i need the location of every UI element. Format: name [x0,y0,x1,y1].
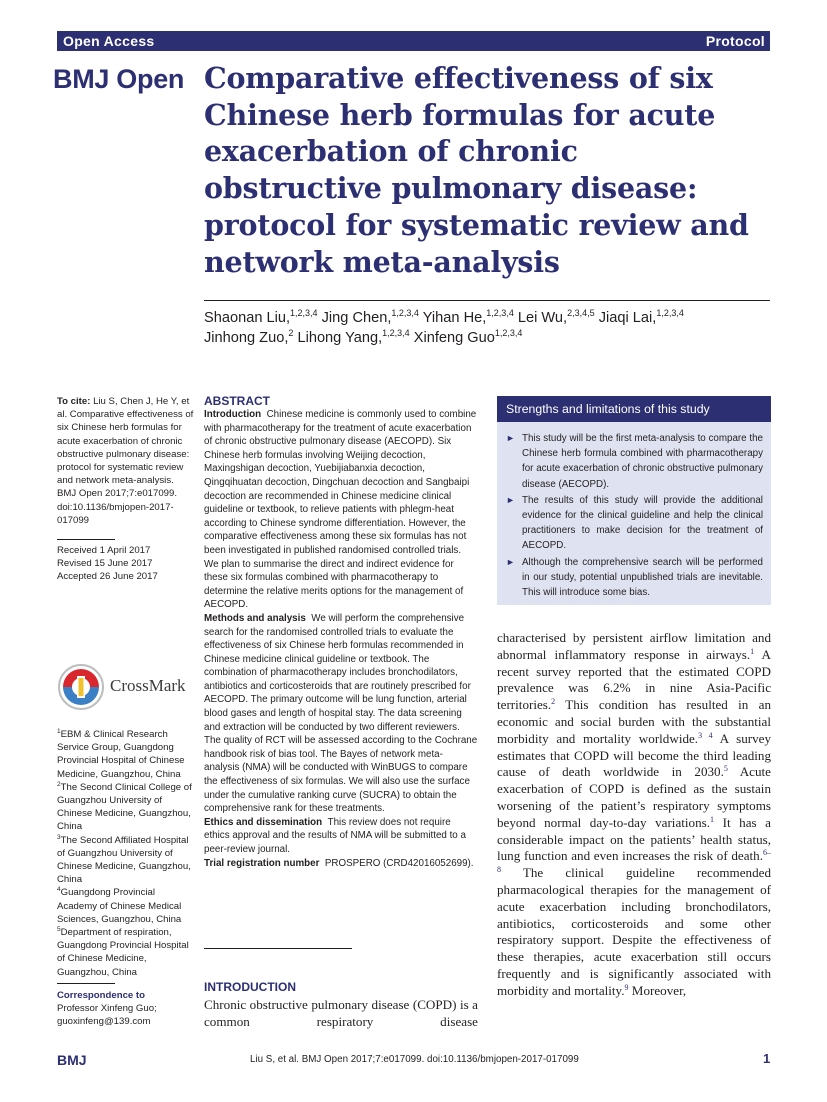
list-item: ► This study will be the first meta-analysis to compare the Chinese herb formula combined with pharmacotherapy for acute exacerbation of chronic obstructive pulmonary disease (AECOPD). [506,433,763,490]
footer-citation: Liu S, et al. BMJ Open 2017;7:e017099. doi:10.1136/bmjopen-2017-017099 [250,1054,579,1065]
crossmark-badge[interactable] [57,662,197,712]
author[interactable]: Jiaqi Lai,$^{1,2,3,4}$ [598,308,684,326]
strengths-list [505,431,763,601]
accepted-date: Accepted 26 June 2017 [57,571,158,583]
author[interactable]: Xinfeng Guo$^{1,2,3,4}$ [413,328,523,346]
reference-link[interactable]: 1 [710,814,714,824]
correspondence-block [57,989,195,1029]
abstract-trial-registration: Trial registration number PROSPERO (CRD42016052699). [204,857,474,869]
author[interactable]: Lihong Yang,$^{1,2,3,4}$ [297,328,410,346]
cite-label: To cite: [57,396,91,407]
title-divider [204,300,770,301]
sidebar-divider [57,539,115,540]
abstract [204,394,478,870]
article-title: Comparative effectiveness of six Chinese herb formulas for acute exacerbation of chronic obstructive pulmonary disease: protocol for systematic review and network meta-analysis [204,61,749,279]
correspondence-label: Correspondence to [57,990,145,1001]
crossmark-label: CrossMark [110,676,186,695]
affiliation-item: $^2$The Second Clinical College of Guangzhou University of Chinese Medicine, Guangzhou, China [57,780,192,833]
affiliation-item: $^3$The Second Affiliated Hospital of Guangzhou University of Chinese Medicine, Guangzhou, China [57,833,191,886]
abstract-divider [204,948,352,949]
triangle-bullet-icon: ► [506,433,515,443]
strengths-limitations-box [497,396,771,605]
author[interactable]: Jing Chen,$^{1,2,3,4}$ [321,308,419,326]
author[interactable]: Yihan He,$^{1,2,3,4}$ [422,308,514,326]
author[interactable]: Lei Wu,$^{2,3,4,5}$ [517,308,595,326]
journal-logo[interactable]: BMJ Open [53,64,185,94]
sidebar-divider [57,983,115,984]
affiliation-item: $^5$Department of respiration, Guangdong Provincial Hospital of Chinese Medicine, Guangzhou, China [57,926,189,978]
author[interactable]: Shaonan Liu,$^{1,2,3,4}$ [204,308,318,326]
header-bar [57,31,770,51]
abstract-ethics: Ethics and dissemination This review does not require ethics approval and the results of NMA will be submitted to a peer-review journal. [204,816,466,855]
dates-block [57,544,195,584]
correspondence-email[interactable]: guoxinfeng@139.com [57,1016,151,1028]
abstract-methods: Methods and analysis We will perform the comprehensive search for the randomised controlled trials to evaluate the effectiveness of six Chinese herb formulas recommended in Chinese medicine clinical guideline or textbook. The combination of pharmacotherapy includes bronchodilators, antibiotics and corticosteroids that are routinely prescribed for AECOPD. The primary outcome will be lung function, arterial blood gases and length of hospital stay. The data screening and extraction will be conducted by two different reviewers. The quality of RCT will be assessed according to the Cochrane handbook risk of bias tool. The Bayes of network meta-analysis (NMA) will be conducted with WinBUGS to compare the effectiveness of six formulas. We will also use the surface under the cumulative ranking curve (SUCRA) to obtain the comprehensive rank for these treatments. [204,612,478,815]
cite-text: Liu S, Chen J, He Y, et al. Comparative effectiveness of six Chinese herb formulas for acute exacerbation of chronic obstructive pulmonary disease: protocol for systematic review and network meta-analysis. BMJ Open 2017;7:e017099. doi:10.1136/bmjopen-2017-017099 [57,396,194,526]
abstract-heading: ABSTRACT [204,394,270,408]
affiliations-block [57,728,195,979]
reference-link[interactable]: 5 [723,764,728,774]
page-number: 1 [763,1051,771,1066]
author-list [204,308,770,348]
author[interactable]: Jinhong Zuo,$^2$ [204,328,294,346]
reference-link[interactable]: 6–8 [497,848,771,875]
affiliation-item: $^1$EBM & Clinical Research Service Group, Guangdong Provincial Hospital of Chinese Medicine, Guangzhou, China [57,728,185,780]
introduction-heading: INTRODUCTION [204,980,296,994]
triangle-bullet-icon: ► [506,556,515,567]
body-text-right-column: characterised by persistent airflow limitation and abnormal inflammatory response in airways.$^1$ A recent survey reported that the estimated COPD prevalence was 6.2% in nine Asia-Pacific territories.$^2$ This condition has resulted in an economic and social burden with the substantial morbidity and mortality worldwide.$^{3 4}$ A survey estimates that COPD will become the third leading cause of death worldwide in 2030.$^5$ Acute exacerbation of COPD is defined as the sustain worsening of the patient’s respiratory symptoms beyond normal day-to-day variations.$^1$ It has a considerable impact on the patients’ health status, lung function and even increases the risk of death.$^{6-8}$ The clinical guideline recommended pharmacological therapies for the management of acute exacerbation including bronchodilators, antibiotics, corticosteroids and some other respiratory support. Despite the effectiveness of these therapies, acute exacerbation still occurs frequently and is significantly associated with morbidity and mortality.$^9$ Moreover, [497,630,772,998]
strengths-heading: Strengths and limitations of this study [497,396,771,422]
reference-link[interactable]: 1 [750,646,755,656]
affiliation-item: $^4$Guangdong Provincial Academy of Chinese Medical Sciences, Guangzhou, China [57,886,182,925]
open-access-label: Open Access [63,33,155,49]
citation-block [57,395,195,527]
reference-link[interactable]: 2 [551,697,556,707]
list-item: ► Although the comprehensive search will be performed in our study, potential unpublished trials are inevitable. This will introduce some bias. [506,556,763,599]
reference-link[interactable]: 9 [624,982,629,992]
received-date: Received 1 April 2017 [57,545,151,556]
bmj-footer-logo[interactable]: BMJ [57,1052,87,1068]
reference-link[interactable]: 3 4 [698,730,713,740]
introduction-text: Chronic obstructive pulmonary disease (COPD) is a common respiratory disease [204,997,478,1029]
list-item: ► The results of this study will provide the additional evidence for the clinical guideline and help the clinical practitioners to make decision for the treatment of AECOPD. [506,494,763,552]
revised-date: Revised 15 June 2017 [57,558,153,570]
article-type-label: Protocol [705,33,765,49]
abstract-introduction: Introduction Chinese medicine is commonly used to combine with pharmacotherapy for the treatment of acute exacerbation of chronic obstructive pulmonary disease (AECOPD). Six Chinese herb formulas involving Weijing decoction, Maxingshigan decoction, Yuebijiabanxia decoction, Qingqihuatan decoction, Dingchuan decoction and Sangbaipi decoction are recommended in Chinese medicine clinical guideline or textbook, to relieve patients with phlegm-heat according to Chinese syndrome differentiation. However, the comparative effectiveness among these six formulas has not been investigated in published randomised controlled trials. We plan to summarise the direct and indirect evidence for these six formulas combined with pharmacotherapy to determine the relative merits options for the management of AECOPD. [204,409,477,611]
triangle-bullet-icon: ► [506,494,515,505]
correspondence-name: Professor Xinfeng Guo; [57,1003,157,1015]
